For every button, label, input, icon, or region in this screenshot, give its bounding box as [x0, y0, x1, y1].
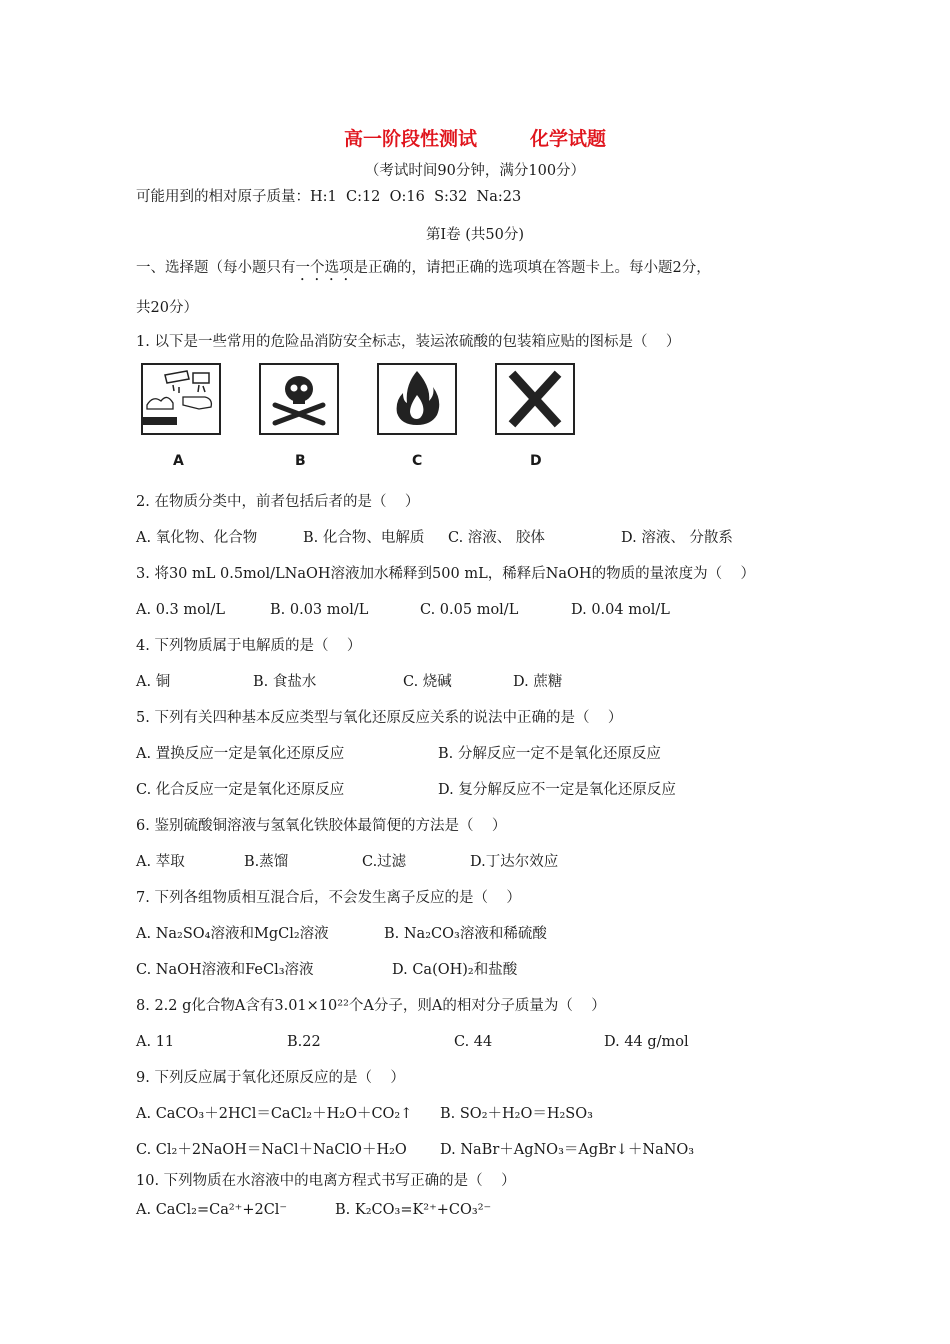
question-4-option-d: D. 蔗糖 — [513, 674, 563, 690]
question-6-option-c: C.过滤 — [362, 854, 407, 870]
instructions-part1: 一、选择题（每小题只有 — [136, 260, 296, 276]
question-4-stem: 4. 下列物质属于电解质的是（ ） — [136, 638, 362, 654]
question-6-option-b: B.蒸馏 — [244, 854, 289, 870]
question-5-option-a: A. 置换反应一定是氧化还原反应 — [136, 746, 345, 762]
question-2-option-b: B. 化合物、电解质 — [303, 530, 425, 546]
question-3-option-b: B. 0.03 mol/L — [270, 602, 369, 618]
question-6-stem: 6. 鉴别硫酸铜溶液与氢氧化铁胶体最简便的方法是（ ） — [136, 818, 507, 834]
question-6-option-a: A. 萃取 — [136, 854, 185, 870]
question-5-stem: 5. 下列有关四种基本反应类型与氧化还原反应关系的说法中正确的是（ ） — [136, 710, 623, 726]
question-3-option-c: C. 0.05 mol/L — [420, 602, 519, 618]
flammable-fire-icon — [377, 363, 457, 435]
corrosive-hazard-icon — [141, 363, 221, 435]
question-4-option-b: B. 食盐水 — [253, 674, 317, 690]
question-7-option-c: C. NaOH溶液和FeCl₃溶液 — [136, 962, 314, 978]
toxic-skull-icon — [259, 363, 339, 435]
question-8-option-d: D. 44 g/mol — [604, 1034, 689, 1050]
question-5-option-d: D. 复分解反应不一定是氧化还原反应 — [438, 782, 676, 798]
instructions-emphasis: 一个选项 — [295, 260, 354, 276]
question-7-stem: 7. 下列各组物质相互混合后，不会发生离子反应的是（ ） — [136, 890, 521, 906]
question-10-option-a: A. CaCl₂=Ca²⁺+2Cl⁻ — [136, 1202, 288, 1218]
question-9-option-d: D. NaBr＋AgNO₃＝AgBr↓＋NaNO₃ — [440, 1142, 695, 1158]
sign-label-d: D — [530, 453, 542, 469]
question-5-option-c: C. 化合反应一定是氧化还原反应 — [136, 782, 345, 798]
question-4-option-a: A. 铜 — [136, 674, 171, 690]
question-1-stem: 1. 以下是一些常用的危险品消防安全标志，装运浓硫酸的包装箱应贴的图标是（ ） — [136, 334, 681, 350]
question-8-option-c: C. 44 — [454, 1034, 493, 1050]
section-title: 第Ⅰ卷 (共50分) — [425, 227, 525, 243]
question-9-stem: 9. 下列反应属于氧化还原反应的是（ ） — [136, 1070, 405, 1086]
instructions-line2: 共20分） — [136, 300, 198, 316]
question-8-stem: 8. 2.2 g化合物A含有3.01×10²²个A分子，则A的相对分子质量为（ ） — [136, 998, 606, 1014]
question-10-option-b: B. K₂CO₃=K²⁺+CO₃²⁻ — [335, 1202, 492, 1218]
question-3-option-a: A. 0.3 mol/L — [136, 602, 225, 618]
question-8-option-a: A. 11 — [136, 1034, 175, 1050]
question-7-option-b: B. Na₂CO₃溶液和稀硫酸 — [384, 926, 547, 942]
question-2-option-a: A. 氧化物、化合物 — [136, 530, 258, 546]
question-2-stem: 2. 在物质分类中，前者包括后者的是（ ） — [136, 494, 420, 510]
page-title: 高一阶段性测试 化学试题 — [344, 128, 606, 150]
question-7-option-d: D. Ca(OH)₂和盐酸 — [392, 962, 518, 978]
question-5-option-b: B. 分解反应一定不是氧化还原反应 — [438, 746, 661, 762]
question-7-option-a: A. Na₂SO₄溶液和MgCl₂溶液 — [136, 926, 329, 942]
question-3-option-d: D. 0.04 mol/L — [571, 602, 670, 618]
question-9-option-c: C. Cl₂＋2NaOH＝NaCl＋NaClO＋H₂O — [136, 1142, 407, 1158]
question-2-option-c: C. 溶液、 胶体 — [448, 530, 545, 546]
question-9-option-a: A. CaCO₃＋2HCl＝CaCl₂＋H₂O＋CO₂↑ — [136, 1106, 413, 1122]
harmful-x-icon — [495, 363, 575, 435]
question-10-stem: 10. 下列物质在水溶液中的电离方程式书写正确的是（ ） — [136, 1173, 516, 1189]
question-9-option-b: B. SO₂＋H₂O＝H₂SO₃ — [440, 1106, 593, 1122]
atomic-masses: 可能用到的相对原子质量：H:1 C:12 O:16 S:32 Na:23 — [136, 189, 522, 205]
instructions-part2: 是正确的，请把正确的选项填在答题卡上。每小题2分， — [353, 260, 711, 276]
question-8-option-b: B.22 — [287, 1034, 321, 1050]
question-6-option-d: D.丁达尔效应 — [470, 854, 559, 870]
exam-subtitle: （考试时间90分钟，满分100分） — [364, 163, 586, 179]
sign-label-c: C — [412, 453, 423, 469]
sign-label-a: A — [173, 453, 184, 469]
question-4-option-c: C. 烧碱 — [403, 674, 452, 690]
question-2-option-d: D. 溶液、 分散系 — [621, 530, 733, 546]
sign-label-b: B — [295, 453, 306, 469]
instructions-line1 — [136, 259, 711, 284]
question-3-stem: 3. 将30 mL 0.5mol/LNaOH溶液加水稀释到500 mL，稀释后NaOH的物质的量浓度为（ ） — [136, 566, 756, 582]
